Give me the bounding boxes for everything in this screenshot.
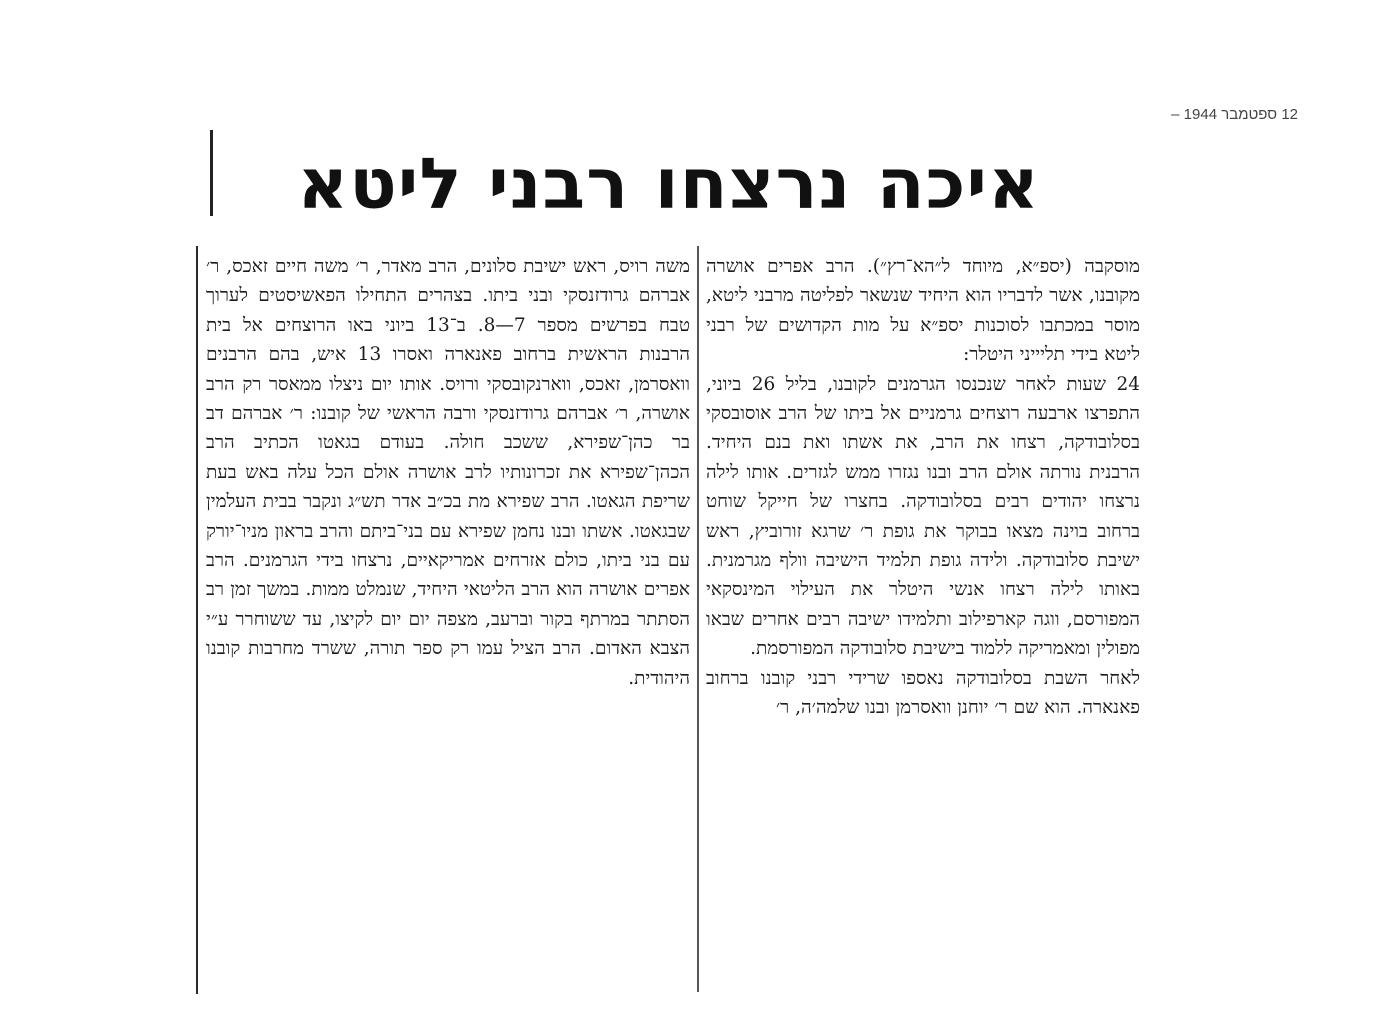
article-paragraph: לאחר השבת בסלובודקה נאספו שרידי רבני קובנו ברחוב פאנארה. הוא שם ר׳ יוחנן וואסרמן ובנו שלמה׳ה, ר׳ [706,667,1140,719]
article-column-left [206,252,690,996]
article-paragraph: 24 שעות לאחר שנכנסו הגרמנים לקובנו, בליל 26 ביוני, התפרצו ארבעה רוצחים גרמניים אל ביתו של הרב אוסובסקי בסלובודקה, רצחו את הרב, את אשתו ואת בנם היחיד. הרבנית נורתה אולם הרב ובנו נגזרו ממש לגזרים. אותו לילה נרצחו יהודים רבים בסלובודקה. בחצרו של חייקל שוחט ברחוב בוינה מצאו בבוקר את גופת ר׳ שרגא זורוביץ, ראש ישיבת סלובודקה. ולידה גופת תלמיד הישיבה וולף מגרמנית. באותו לילה רצחו אנשי היטלר את העילוי המינסקאי המפורסם, ווגה קארפילוב ותלמידו ישיבה רבים אחרים שבאו מפולין ומאמריקה ללמוד בישיבת סלובודקה המפורסמת. [706,373,1140,660]
column-divider [697,246,699,992]
article-paragraph: מוסקבה (יספ״א, מיוחד ל״הא־רץ״). הרב אפרים אושרה מקובנו, אשר לדבריו הוא היחיד שנשאר לפליטה מרבני ליטא, מוסר במכתבו לסוכנות יספ״א על מות הקדושים של רבני ליטא בידי תליייני היטלר: [706,256,1140,366]
article-column-right [706,252,1140,996]
dateline: 12 ספטמבר 1944 – [1171,106,1298,123]
headline-side-rule [210,130,213,216]
article-paragraph: משה רויס, ראש ישיבת סלונים, הרב מאדר, ר׳ משה חיים זאכס, ר׳ אברהם גרודזנסקי ובני ביתו. בצהרים התחילו הפאשיסטים לערוך טבח בפרשים מספר 7—8. ב־13 ביוני באו הרוצחים אל בית הרבנות הראשית ברחוב פאנארה ואסרו 13 איש, בהם הרבנים וואסרמן, זאכס, ווארנקובסקי ורויס. אותו יום ניצלו ממאסר רק הרב אושרה, ר׳ אברהם גרודזנסקי ורבה הראשי של קובנו: ר׳ אברהם דב בר כהן־שפירא, ששכב חולה. בעודם בגאטו הכתיב הרב הכהן־שפירא את זכרונותיו לרב אושרה אולם הכל עלה באש בעת שריפת הגאטו. הרב שפירא מת בכ״ב אדר תש״ג ונקבר בבית העלמין שבגאטו. אשתו ובנו נחמן שפירא עם בני־ביתם והרב בראון מניו־יורק עם בני ביתו, כולם אזרחים אמריקאיים, נרצחו בידי הגרמנים. הרב אפרים אושרה הוא הרב הליטאי היחיד, שנמלט ממות. במשך זמן רב הסתתר במרתף בקור וברעב, מצפה יום יום לקיצו, עד ששוחרר ע״י הצבא האדום. הרב הציל עמו רק ספר תורה, ששרד מחרבות קובנו היהודית. [206,256,690,689]
outer-column-rule [196,246,198,994]
headline: איכה נרצחו רבני ליטא [297,143,1040,225]
